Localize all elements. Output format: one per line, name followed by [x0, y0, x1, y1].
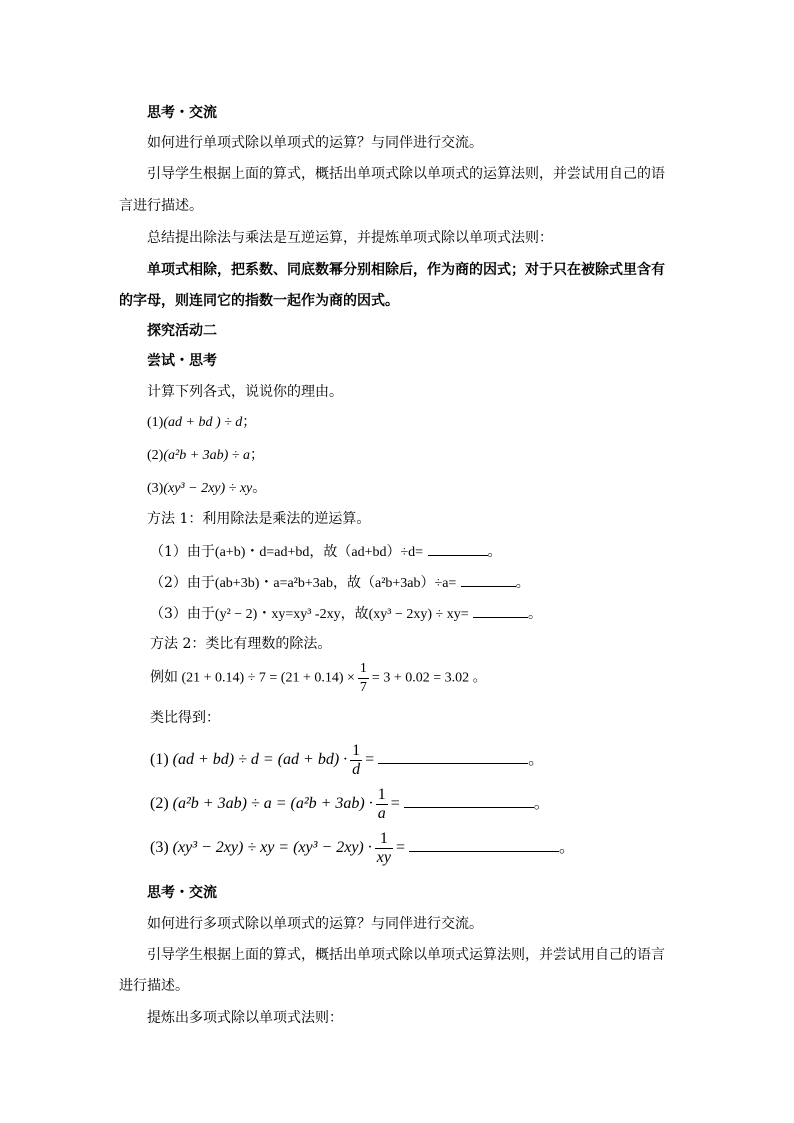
item-fraction	[350, 742, 362, 779]
fraction-denominator: a	[377, 805, 386, 822]
think-question-2: 如何进行多项式除以单项式的运算？与同伴进行交流。	[147, 916, 483, 932]
item-expression: (a²b + 3ab) ÷ a = (a²b + 3ab) ·	[172, 795, 373, 813]
item-number: (2)	[150, 795, 169, 813]
answer-blank[interactable]	[378, 749, 528, 764]
exercise-punct: ；	[242, 415, 257, 430]
think-exchange-title-1: 思考・交流	[147, 105, 217, 121]
item-number: (3)	[150, 839, 169, 857]
fraction-numerator: 1	[352, 742, 361, 759]
guide-paragraph-1b: 言进行描述。	[119, 198, 203, 214]
method1-item-3	[150, 603, 542, 625]
think-question-1: 如何进行单项式除以单项式的运算？与同伴进行交流。	[147, 135, 483, 151]
answer-blank[interactable]	[409, 837, 559, 852]
analogy-item-3	[150, 830, 575, 867]
fraction-denominator: 7	[359, 680, 367, 695]
item-punct: 。	[528, 606, 543, 622]
analogy-heading: 类比得到：	[150, 710, 220, 726]
exercise-number: (2)	[147, 448, 164, 463]
item-expression: (ad + bd) ÷ d = (ad + bd) ·	[172, 751, 348, 769]
answer-blank[interactable]	[461, 572, 516, 587]
method1-item-2	[150, 572, 530, 594]
fraction-numerator: 1	[377, 786, 386, 803]
item-number: （2）	[150, 575, 187, 591]
exercise-punct: ；	[249, 448, 264, 463]
exercise-expression: (a²b + 3ab) ÷ a	[163, 448, 250, 463]
summary-paragraph: 总结提出除法与乘法是互逆运算，并提炼单项式除以单项式法则：	[147, 230, 553, 246]
example-line	[150, 660, 487, 697]
calc-intro: 计算下列各式，说说你的理由。	[147, 384, 343, 400]
item-fraction	[375, 830, 393, 867]
fraction-denominator: d	[352, 761, 361, 778]
item-expression: 由于(y² − 2)・xy=xy³ -2xy，故(xy³ − 2xy) ÷ xy=	[186, 607, 469, 622]
guide-paragraph-2a: 引导学生根据上面的算式，概括出单项式除以单项式运算法则，并尝试用自己的语言	[147, 947, 665, 963]
rule-paragraph-a: 单项式相除，把系数、同底数幂分别相除后，作为商的因式；对于只在被除式里含有	[147, 262, 665, 278]
fraction-numerator: 1	[358, 660, 369, 679]
guide-paragraph-2b: 进行描述。	[119, 978, 189, 994]
rule-paragraph-b: 的字母，则连同它的指数一起作为商的因式。	[119, 293, 399, 309]
item-expression: (xy³ − 2xy) ÷ xy = (xy³ − 2xy) ·	[172, 839, 372, 857]
equals-sign: =	[390, 795, 400, 813]
item-expression: 由于(ab+3b)・a=a²b+3ab，故（a²b+3ab）÷a=	[186, 576, 457, 591]
exercise-number: (3)	[147, 481, 164, 496]
answer-blank[interactable]	[404, 793, 534, 808]
equals-sign: =	[365, 751, 375, 769]
answer-blank[interactable]	[428, 541, 488, 556]
fraction-numerator: 1	[375, 830, 393, 849]
exercise-number: (1)	[147, 415, 164, 430]
item-number: (1)	[150, 751, 169, 769]
example-label: 例如	[150, 670, 178, 686]
example-result: = 3 + 0.02 = 3.02 。	[371, 670, 487, 686]
example-fraction	[358, 660, 369, 697]
method-one-heading: 方法 1：利用除法是乘法的逆运算。	[147, 511, 371, 527]
exercise-2	[147, 446, 264, 466]
item-number: （1）	[150, 544, 187, 560]
try-think-title: 尝试・思考	[147, 353, 217, 369]
exercise-1	[147, 413, 256, 433]
item-punct: 。	[487, 544, 502, 560]
item-punct: 。	[515, 575, 530, 591]
activity-two-heading: 探究活动二	[147, 323, 217, 339]
item-fraction	[376, 786, 388, 823]
exercise-3	[147, 479, 266, 499]
equals-sign: =	[395, 839, 405, 857]
item-punct: 。	[558, 839, 575, 857]
method-two-heading: 方法 2：类比有理数的除法。	[150, 636, 332, 652]
analogy-item-2	[150, 786, 550, 823]
exercise-expression: (xy³ − 2xy) ÷ xy	[163, 481, 253, 496]
item-expression: 由于(a+b)・d=ad+bd，故（ad+bd）÷d=	[186, 545, 424, 560]
exercise-expression: (ad + bd ) ÷ d	[163, 415, 243, 430]
refine-paragraph: 提炼出多项式除以单项式法则：	[147, 1010, 343, 1026]
item-number: （3）	[150, 606, 187, 622]
answer-blank[interactable]	[473, 603, 528, 618]
analogy-item-1	[150, 742, 544, 779]
item-punct: 。	[533, 795, 550, 813]
example-expression: (21 + 0.14) ÷ 7 = (21 + 0.14) ×	[181, 670, 355, 686]
fraction-denominator: xy	[376, 849, 391, 866]
guide-paragraph-1a: 引导学生根据上面的算式，概括出单项式除以单项式的运算法则，并尝试用自己的语	[147, 166, 665, 182]
think-exchange-title-2: 思考・交流	[147, 885, 217, 901]
exercise-punct: 。	[252, 481, 267, 496]
method1-item-1	[150, 541, 502, 563]
item-punct: 。	[528, 751, 545, 769]
